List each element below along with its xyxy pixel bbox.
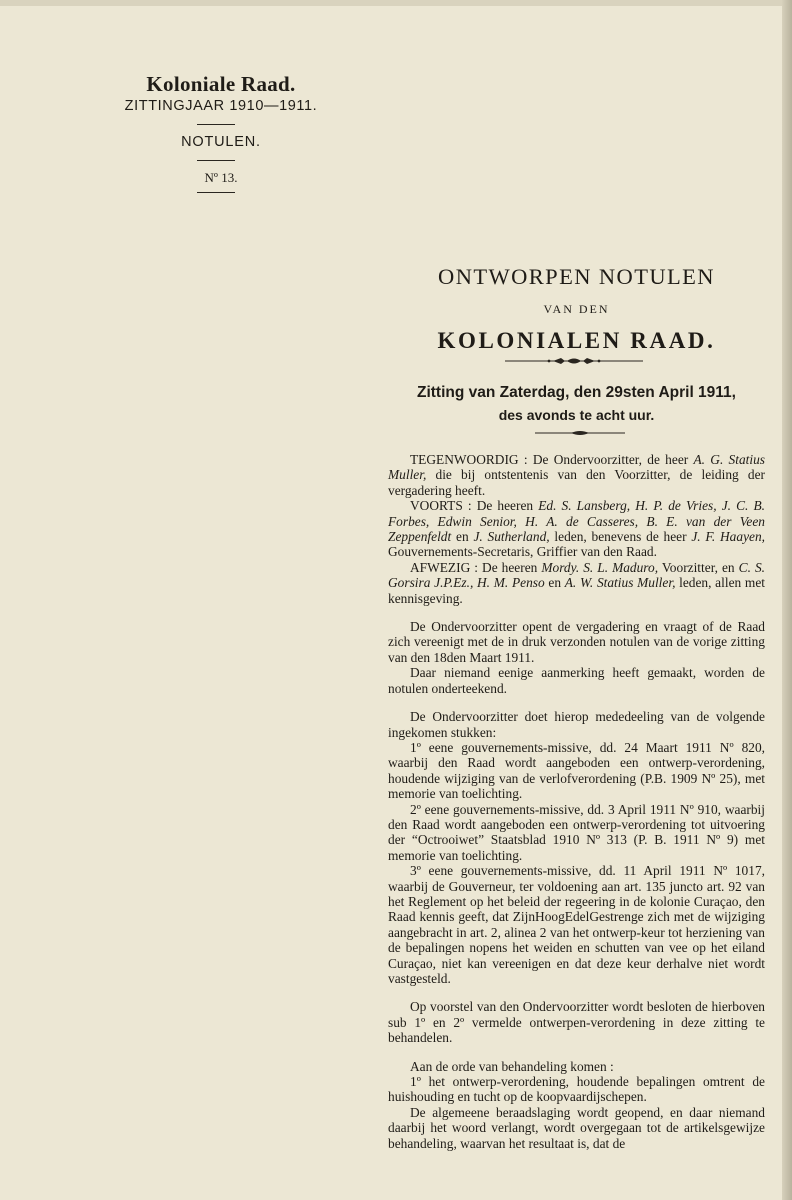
attendance-absent: AFWEZIG : De heeren Mordy. S. L. Maduro, Voorzitter, en C. S. Gorsira J.P.Ez., H. M. Penso en A. W. Statius Muller, leden, allen met kennisgeving.	[388, 559, 765, 606]
attendance-also: VOORTS : De heeren Ed. S. Lansberg, H. P. de Vries, J. C. B. Forbes, Edwin Senior, H. A. de Casseres, B. E. van der Veen Zeppenfeldt en J. Sutherland, leden, benevens de heer J. F. Haayen, Gouvernements-Secretaris, Griffier van den Raad.	[388, 498, 765, 560]
council-heading: KOLONIALEN RAAD.	[437, 328, 716, 353]
ornament-divider	[505, 356, 643, 366]
paragraph: Op voorstel van den Ondervoorzitter wordt besloten de hierboven sub 1º en 2º vermelde ontwerpen-verordening in deze zitting te behandelen.	[388, 999, 765, 1046]
divider	[197, 192, 235, 193]
list-item: 1º het ontwerp-verordening, houdende bepalingen omtrent de huishouding en tucht op de koopvaardijschepen.	[388, 1074, 765, 1105]
meeting-date: Zitting van Zaterdag, den 29sten April 1911,	[417, 384, 736, 401]
section-label: NOTULEN.	[181, 134, 261, 150]
council-title: Koloniale Raad.	[146, 72, 296, 96]
divider	[197, 160, 235, 161]
small-ornament-divider	[535, 429, 625, 437]
list-item: 2º eene gouvernements-missive, dd. 3 April 1911 Nº 910, waarbij den Raad wordt aangeboden een ontwerp-verordening tot uitvoering der “Octrooiwet” Staatsblad 1910 Nº 313 (P. B. 1911 Nº 9) met memorie van toelichting.	[388, 801, 765, 863]
page-top-edge	[0, 0, 792, 6]
paragraph: Daar niemand eenige aanmerking heeft gemaakt, worden de notulen onderteekend.	[388, 665, 765, 696]
paragraph: Aan de orde van behandeling komen :	[410, 1058, 614, 1074]
attendance-present: TEGENWOORDIG : De Ondervoorzitter, de heer A. G. Statius Muller, die bij ontstentenis van den Voorzitter, de leiding der vergadering heeft.	[388, 452, 765, 498]
paragraph: De Ondervoorzitter opent de vergadering en vraagt of de Raad zich vereenigt met de in druk verzonden notulen van de vorige zitting van den 18den Maart 1911.	[388, 619, 765, 665]
meeting-time: des avonds te acht uur.	[498, 407, 655, 423]
divider	[197, 124, 235, 125]
issue-number: Nº 13.	[204, 170, 238, 185]
main-heading: ONTWORPEN NOTULEN	[438, 264, 715, 289]
minutes-body	[388, 452, 765, 1151]
session-year: ZITTINGJAAR 1910—1911.	[124, 98, 318, 114]
paragraph: De algemeene beraadslaging wordt geopend, en daar niemand daarbij het woord verlangt, wordt overgegaan tot de artikelsgewijze behandeling, waarvan het resultaat is, dat de	[388, 1104, 765, 1151]
page-right-edge	[782, 0, 792, 1200]
heading-connector: VAN DEN	[543, 302, 610, 316]
paragraph: De Ondervoorzitter doet hierop mededeeling van de volgende ingekomen stukken:	[388, 709, 765, 740]
list-item: 1º eene gouvernements-missive, dd. 24 Maart 1911 Nº 820, waarbij den Raad wordt aangeboden een ontwerp-verordening, houdende wijziging van de verlofverordening (P.B. 1909 Nº 25), met memorie van toelichting.	[388, 739, 765, 802]
list-item: 3º eene gouvernements-missive, dd. 11 April 1911 Nº 1017, waarbij de Gouverneur, ter voldoening aan art. 135 juncto art. 92 van het Reglement op het beleid der regeering in de kolonie Curaçao, den Raad kennis geeft, dat ZijnHoogEdelGestrenge zich met de wijziging aangebracht in art. 2, alinea 2 van het ontwerp-keur tot herziening van de bepalingen nopens het weiden en schutten van vee op het eiland Curaçao, niet kan vereenigen en dat deze keur derhalve niet wordt vastgesteld.	[388, 863, 765, 986]
